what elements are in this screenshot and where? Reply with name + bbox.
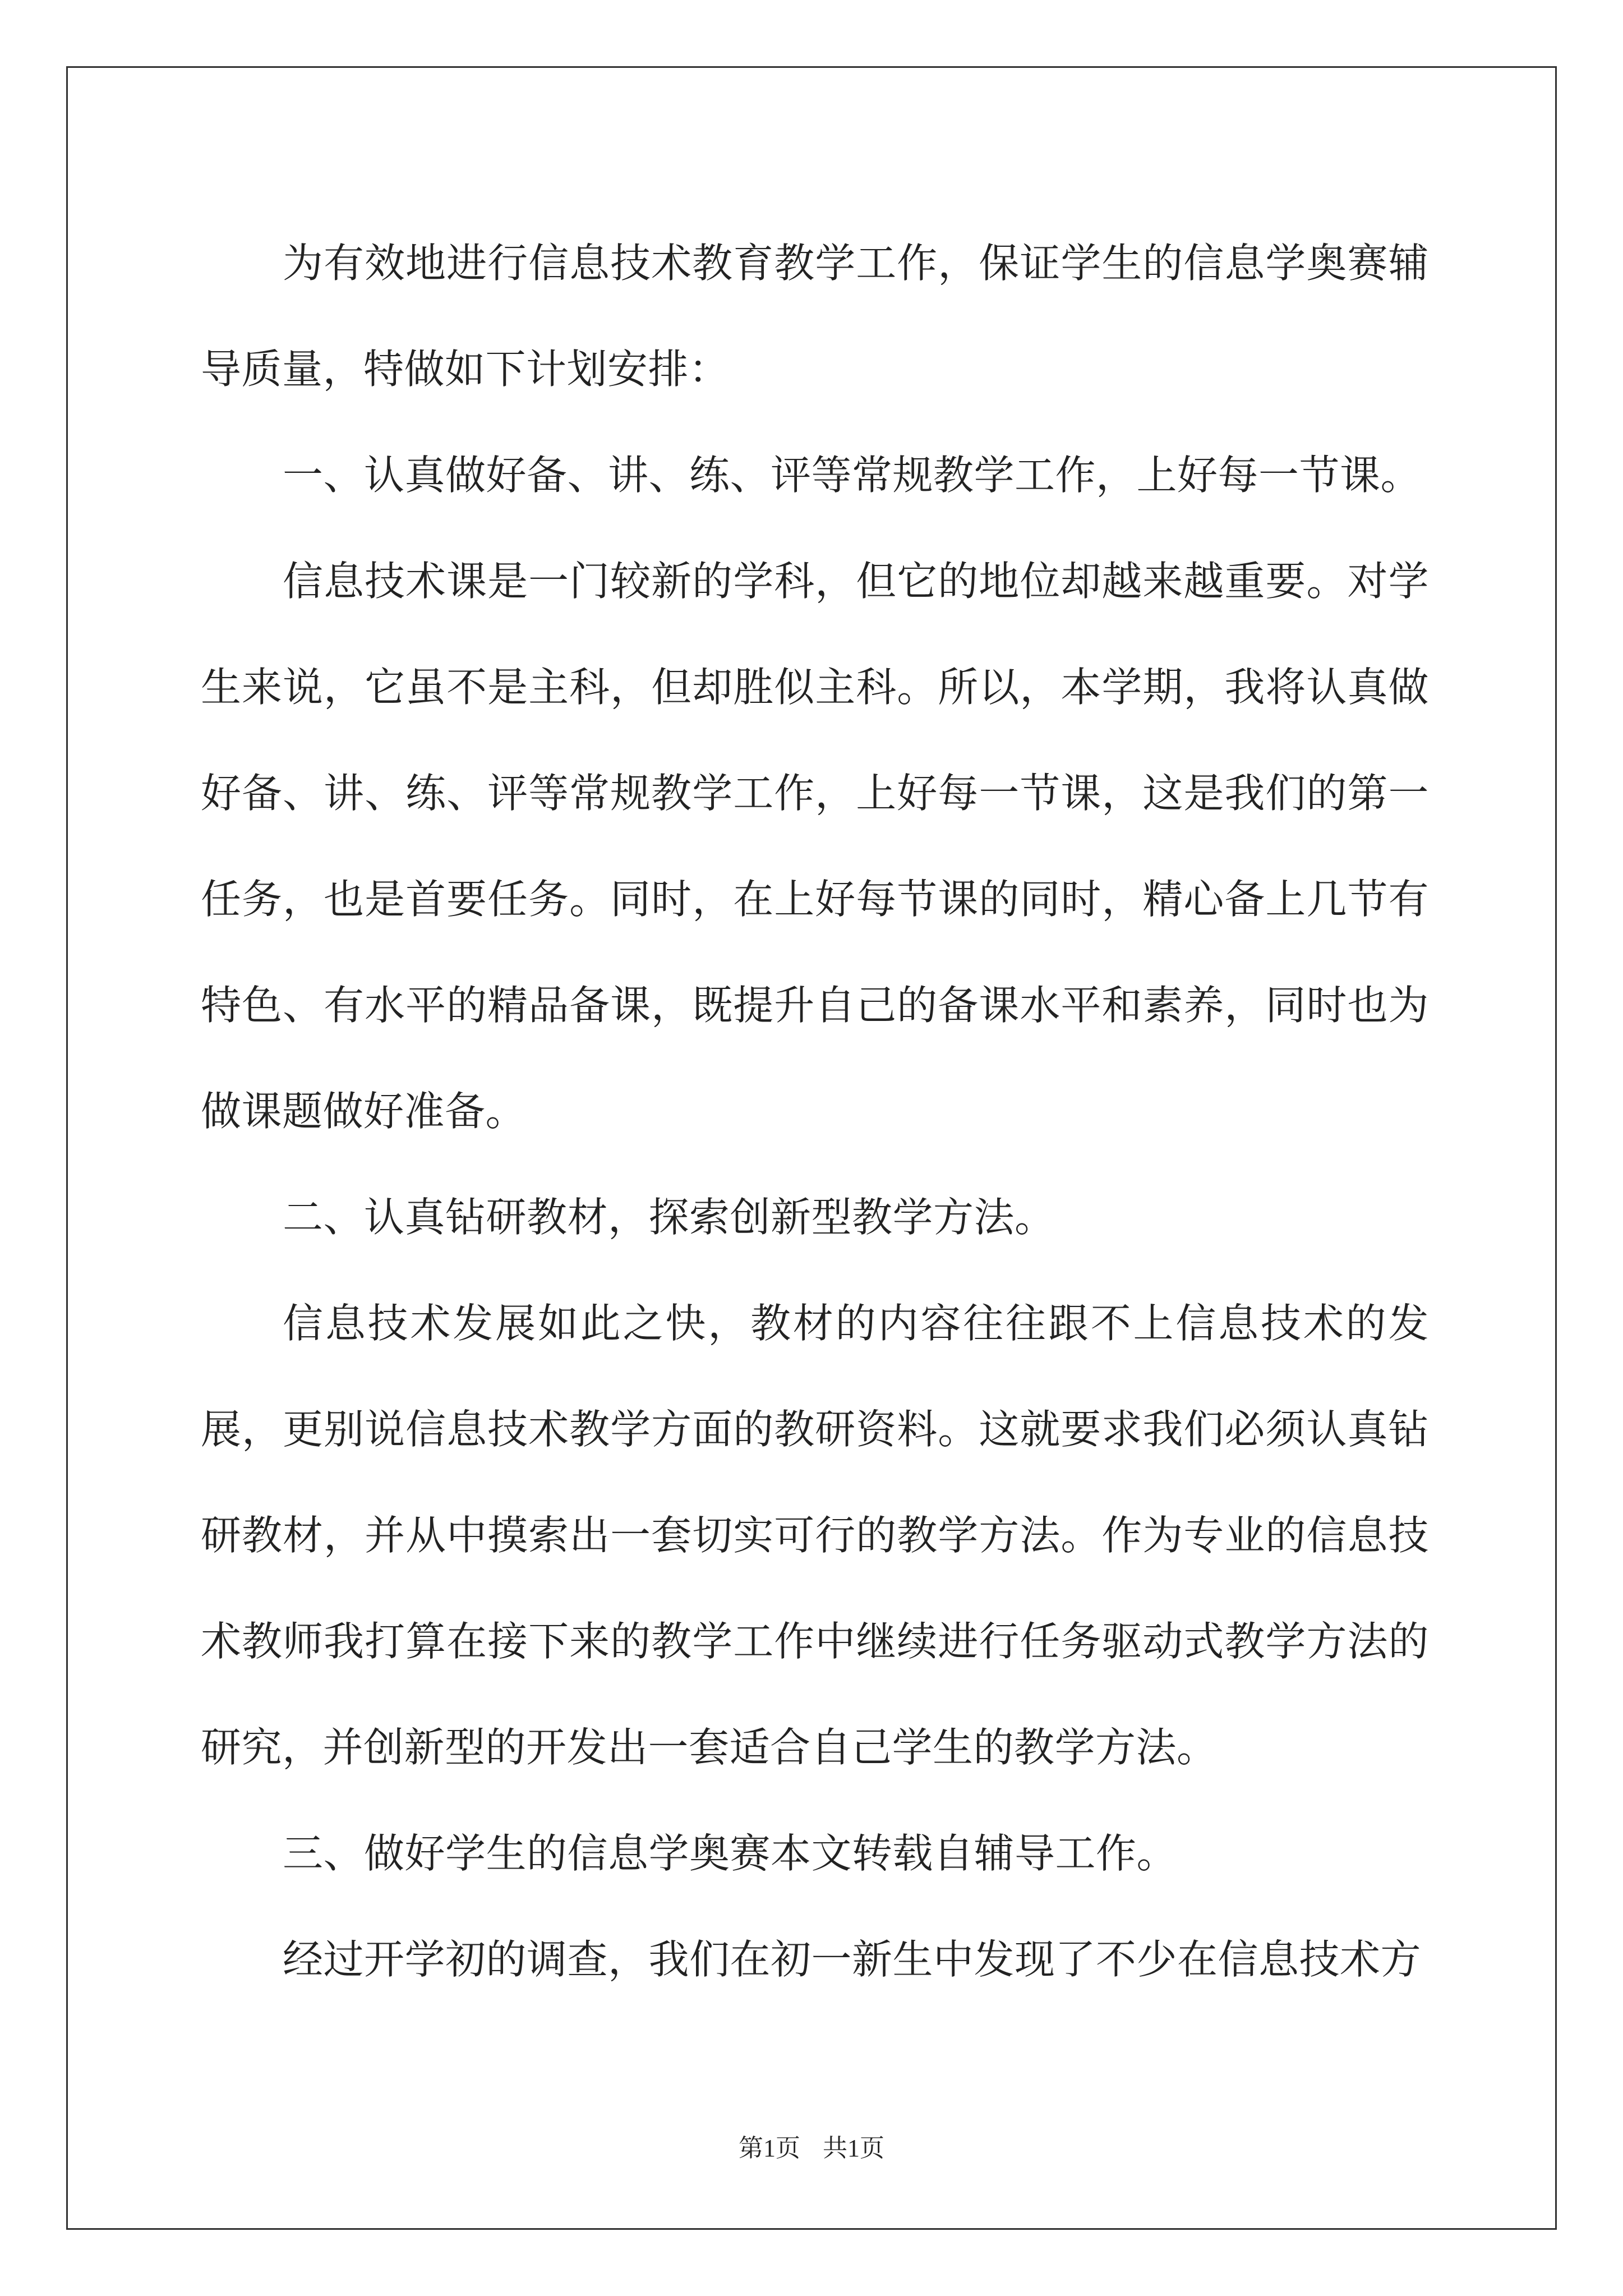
paragraph-body-1: 信息技术课是一门较新的学科，但它的地位却越来越重要。对学生来说，它虽不是主科，但却胜似主科。所以，本学期，我将认真做好备、讲、练、评等常规教学工作，上好每一节课，这是我们的第一任务，也是首要任务。同时，在上好每节课的同时，精心备上几节有特色、有水平的精品备课，既提升自己的备课水平和素养，同时也为做课题做好准备。 <box>201 558 1429 1135</box>
paragraph-heading-3: 三、做好学生的信息学奥赛本文转载自辅导工作。 <box>283 1830 1178 1877</box>
paragraph-heading-1: 一、认真做好备、讲、练、评等常规教学工作，上好每一节课。 <box>283 452 1422 499</box>
page-total: 共1页 <box>823 2134 884 2162</box>
paragraph-body-2: 信息技术发展如此之快，教材的内容往往跟不上信息技术的发展，更别说信息技术教学方面的教研资料。这就要求我们必须认真钻研教材，并从中摸索出一套切实可行的教学方法。作为专业的信息技术教师我打算在接下来的教学工作中继续进行任务驱动式教学方法的研究，并创新型的开发出一套适合自己学生的教学方法。 <box>201 1300 1429 1771</box>
page-footer <box>0 2132 1623 2165</box>
paragraph-heading-2: 二、认真钻研教材，探索创新型教学方法。 <box>283 1194 1055 1241</box>
page-number: 第1页 <box>739 2134 800 2162</box>
document-body <box>201 210 1429 2013</box>
paragraph-body-3: 经过开学初的调查，我们在初一新生中发现了不少在信息技术方 <box>283 1936 1422 1983</box>
paragraph-intro: 为有效地进行信息技术教育教学工作，保证学生的信息学奥赛辅导质量，特做如下计划安排： <box>201 240 1429 393</box>
